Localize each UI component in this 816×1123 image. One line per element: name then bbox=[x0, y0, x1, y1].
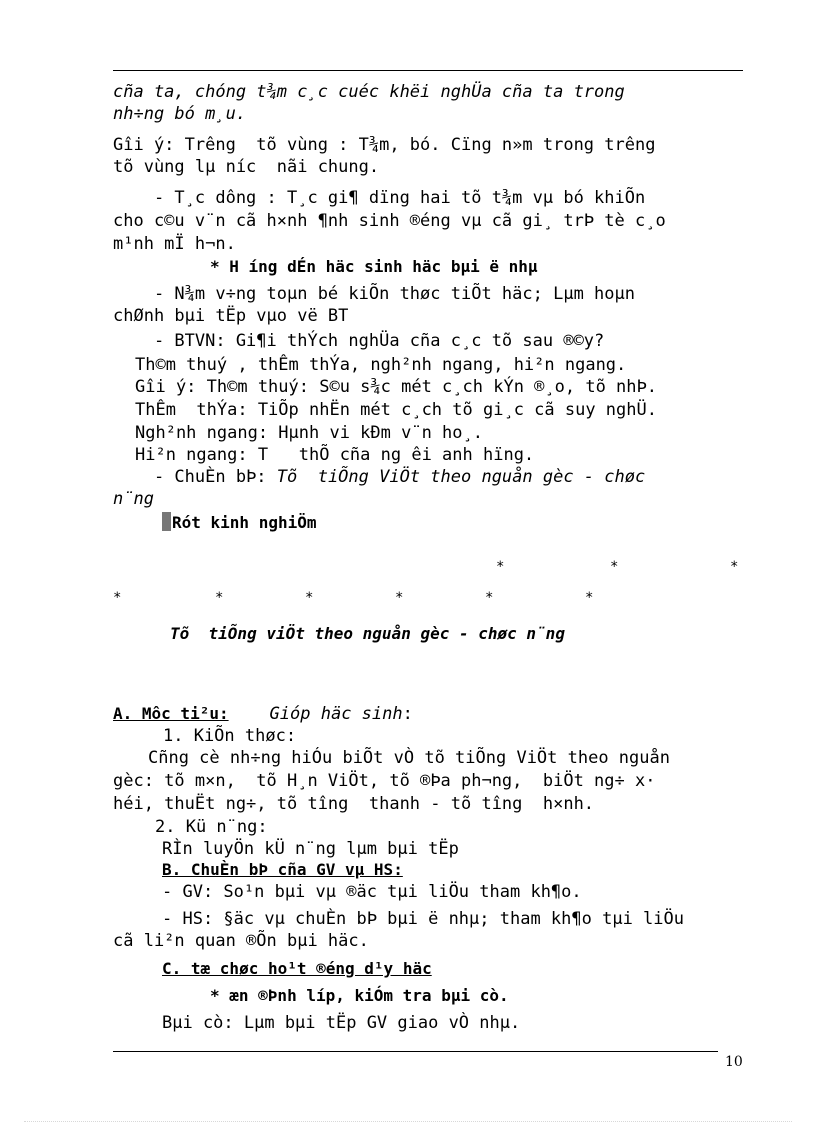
text-cursor bbox=[162, 512, 171, 531]
section-a-colon: : bbox=[402, 704, 413, 724]
text-line: nh÷ng bó m¸u. bbox=[113, 104, 247, 124]
star-divider: * bbox=[395, 590, 404, 606]
text-line: héi, thuËt ng÷, tõ tîng thanh - tõ tîng h×nh. bbox=[113, 794, 595, 814]
text-line: Cñng cè nh÷ng hiÓu biÕt vÒ tõ tiÕng ViÖt theo nguån bbox=[148, 748, 670, 768]
text-line: - N¾m v÷ng toµn bé kiÕn thøc tiÕt häc; Lµm hoµn bbox=[113, 284, 635, 304]
experience-label: Rót kinh nghiÖm bbox=[172, 513, 317, 532]
text-line: * æn ®Þnh líp, kiÓm tra bµi cò. bbox=[210, 986, 509, 1005]
text-line: 1. KiÕn thøc: bbox=[163, 726, 297, 746]
text-line: Ngh²nh ngang: Hµnh vi kÐm v¨n ho¸. bbox=[135, 423, 483, 443]
text-line: n¨ng bbox=[113, 489, 154, 509]
text-line: Th©m thuý , thÊm thÝa, ngh²nh ngang, hi²n ngang. bbox=[135, 355, 627, 375]
text-line: m¹nh mÏ h¬n. bbox=[113, 234, 236, 254]
text-line: - T¸c dông : T¸c gi¶ dïng hai tõ t¾m vµ bó khiÕn bbox=[113, 188, 646, 208]
prepare-label: - ChuÈn bÞ: bbox=[113, 467, 277, 487]
star-divider: * bbox=[113, 590, 122, 606]
section-c-heading: C. tæ chøc ho¹t ®éng d¹y häc bbox=[162, 959, 432, 978]
section-a-goal: Gióp häc sinh bbox=[269, 704, 403, 724]
star-divider: * bbox=[585, 590, 594, 606]
text-line: Gîi ý: Trêng tõ vùng : T¾m, bó. Cïng n»m trong trêng bbox=[113, 135, 656, 155]
text-line: 2. Kü n¨ng: bbox=[155, 817, 268, 837]
star-divider: * bbox=[610, 559, 619, 575]
star-divider: * bbox=[215, 590, 224, 606]
text-line bbox=[113, 467, 645, 487]
page-edge bbox=[24, 1121, 792, 1122]
page-number: 10 bbox=[725, 1054, 743, 1070]
star-divider: * bbox=[485, 590, 494, 606]
text-line: ThÊm thÝa: TiÕp nhËn mét c¸ch tõ gi¸c cã suy nghÜ. bbox=[135, 400, 657, 420]
prepare-topic: Tõ tiÕng ViÖt theo nguån gèc - chøc bbox=[276, 467, 646, 487]
text-line: cho c©u v¨n cã h×nh ¶nh sinh ®éng vµ cã gi¸ trÞ tè c¸o bbox=[113, 211, 666, 231]
section-a-heading: A. Môc ti²u: bbox=[113, 704, 229, 723]
text-line: - GV: So¹n bµi vµ ®äc tµi liÖu tham kh¶o. bbox=[162, 882, 582, 902]
footer-rule bbox=[113, 1051, 718, 1052]
star-divider: * bbox=[730, 559, 739, 575]
section-heading: * H íng dÉn häc sinh häc bµi ë nhµ bbox=[210, 257, 538, 276]
header-rule bbox=[113, 70, 743, 71]
text-line: - HS: §äc vµ chuÈn bÞ bµi ë nhµ; tham kh¶o tµi liÖu bbox=[162, 909, 684, 929]
text-line: Gîi ý: Th©m thuý: S©u s¾c mét c¸ch kÝn ®¸o, tõ nhÞ. bbox=[135, 377, 657, 397]
text-line: - BTVN: Gi¶i thÝch nghÜa cña c¸c tõ sau ®©y? bbox=[113, 331, 605, 351]
section-b-heading: B. ChuÈn bÞ cña GV vµ HS: bbox=[162, 860, 403, 879]
text-line: Bµi cò: Lµm bµi tËp GV giao vÒ nhµ. bbox=[162, 1013, 521, 1033]
star-divider: * bbox=[305, 590, 314, 606]
text-line: RÌn luyÖn kÜ n¨ng lµm bµi tËp bbox=[162, 839, 459, 859]
text-line: Hi²n ngang: T thÕ cña ng êi anh hïng. bbox=[135, 445, 535, 465]
experience-heading bbox=[162, 512, 317, 533]
text-line: chØnh bµi tËp vµo vë BT bbox=[113, 306, 349, 326]
text-line: tõ vùng lµ níc nãi chung. bbox=[113, 157, 380, 177]
lesson-title: Tõ tiÕng viÖt theo nguån gèc - chøc n¨ng bbox=[170, 624, 565, 643]
star-divider: * bbox=[496, 559, 505, 575]
text-line: cã li²n quan ®Õn bµi häc. bbox=[113, 931, 369, 951]
text-line: gèc: tõ m×n, tõ H¸n ViÖt, tõ ®Þa ph¬ng, biÖt ng÷ x· bbox=[113, 771, 656, 791]
text-line bbox=[113, 704, 413, 724]
text-line: cña ta, chóng t¾m c¸c cuéc khëi nghÜa cña ta trong bbox=[113, 82, 625, 102]
